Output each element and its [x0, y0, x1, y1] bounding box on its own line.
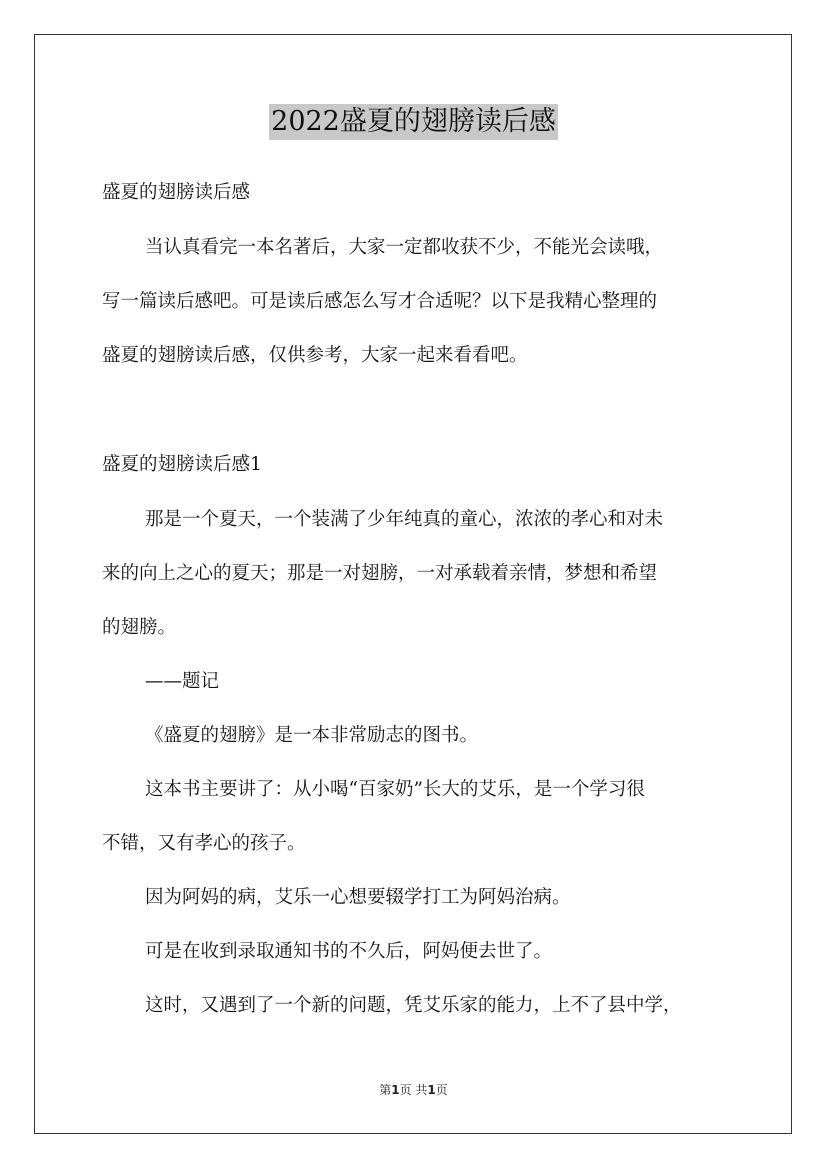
footer-page-total: 1	[427, 1083, 436, 1097]
epigraph: ——题记	[145, 671, 220, 692]
section-heading: 盛夏的翅膀读后感1	[102, 454, 262, 475]
document-title: 2022盛夏的翅膀读后感	[269, 104, 558, 140]
paragraph-6: 这时，又遇到了一个新的问题，凭艾乐家的能力，上不了县中学，	[145, 995, 682, 1016]
paragraph-1-line-1: 那是一个夏天，一个装满了少年纯真的童心，浓浓的孝心和对未	[145, 509, 664, 530]
title-container	[0, 104, 827, 140]
intro-line-1: 当认真看完一本名著后，大家一定都收获不少，不能光会读哦，	[145, 237, 664, 258]
footer-page-suffix: 页	[435, 1083, 448, 1097]
page-footer	[0, 1082, 827, 1098]
footer-page-middle: 页 共	[399, 1083, 428, 1097]
footer-page-prefix: 第	[379, 1083, 392, 1097]
paragraph-4: 因为阿妈的病，艾乐一心想要辍学打工为阿妈治病。	[145, 887, 571, 908]
paragraph-1-line-2: 来的向上之心的夏天；那是一对翅膀，一对承载着亲情，梦想和希望	[102, 563, 658, 584]
paragraph-1-line-3: 的翅膀。	[102, 617, 177, 638]
intro-line-2: 写一篇读后感吧。可是读后感怎么写才合适呢？以下是我精心整理的	[102, 291, 658, 312]
paragraph-3-line-1: 这本书主要讲了：从小喝“百家奶”长大的艾乐，是一个学习很	[145, 779, 645, 800]
paragraph-3-line-2: 不错，又有孝心的孩子。	[102, 833, 306, 854]
footer-page-number: 1	[391, 1083, 400, 1097]
paragraph-5: 可是在收到录取通知书的不久后，阿妈便去世了。	[145, 941, 553, 962]
intro-line-3: 盛夏的翅膀读后感，仅供参考，大家一起来看看吧。	[102, 345, 528, 366]
subtitle: 盛夏的翅膀读后感	[102, 182, 251, 203]
paragraph-2: 《盛夏的翅膀》是一本非常励志的图书。	[145, 725, 479, 746]
